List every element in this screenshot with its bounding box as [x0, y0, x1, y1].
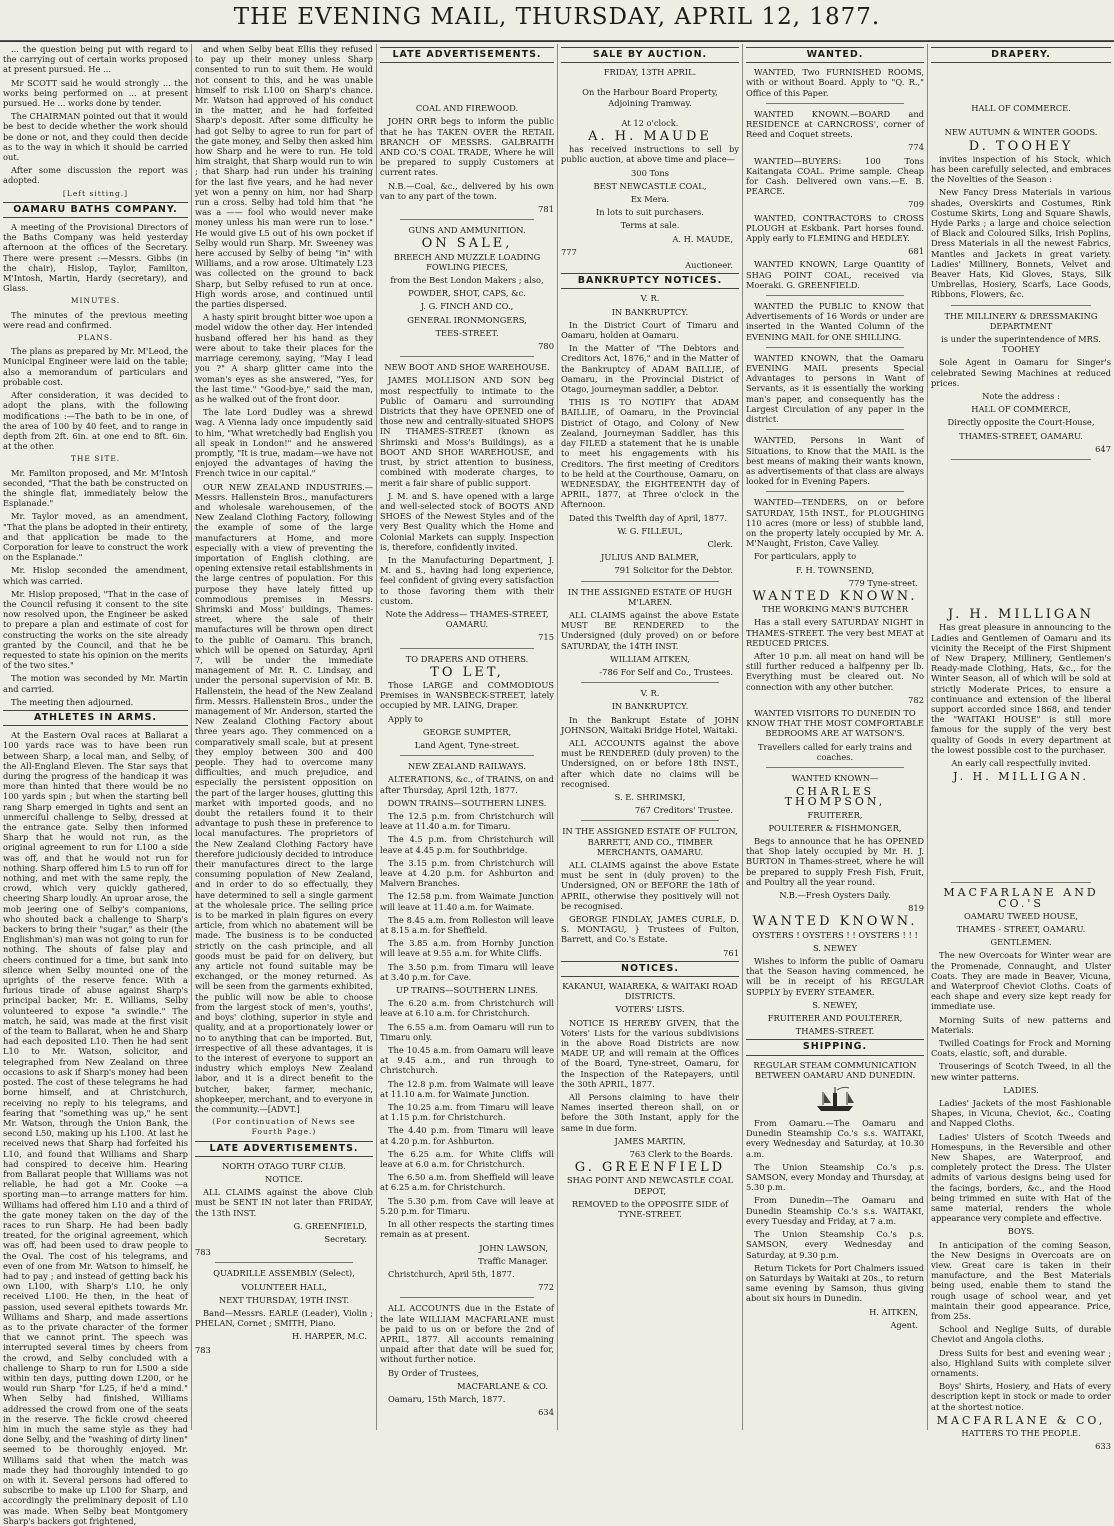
- paragraph: The 6.50 a.m. from Sheffield will leave at 6.25 a.m. for Christchurch.: [380, 1172, 554, 1193]
- paragraph: A hasty spirit brought bitter woe upon a model widow the other day. Her intended husband offered her his hand as they were about to take their places for the marriage ceremony, saying, "May I lead you ?" A sharp glitter came into the woman's eyes as she answered, "Yes, for the last time." "Good-bye," said the man, as he walked out of the front door.: [195, 312, 373, 404]
- ad-display-title: J. H. MILLIGAN.: [953, 770, 1089, 784]
- column-1: [0, 44, 192, 1526]
- signature: S. E. SHRIMSKI,: [614, 791, 686, 802]
- ad-line: OYSTERS ! OYSTERS ! ! OYSTERS ! ! !: [752, 929, 918, 940]
- ad-title: OAMARU TWEED HOUSE,: [963, 910, 1079, 921]
- column-4: [558, 44, 743, 1430]
- divider: [400, 648, 534, 649]
- ad-line: 300 Tons: [631, 167, 669, 178]
- signature: H. HARPER, M.C.: [292, 1331, 367, 1342]
- paragraph: After some discussion the report was adopted.: [3, 165, 188, 186]
- paragraph: NOTICE IS HEREBY GIVEN, that the Voters' Lists for the various subdivisions in the above Road Districts are now MADE UP, and will remain at the Offices of the Board, Tyne-street, Oamaru, for the Inspection of the Ratepayers, until the 30th APRIL, 1877.: [561, 1017, 739, 1089]
- signature: A. H. MAUDE,: [672, 233, 733, 244]
- paragraph: In the Bankrupt Estate of JOHN JOHNSON, Waitaki Bridge Hotel, Waitaki.: [561, 714, 739, 735]
- paragraph: Wishes to inform the public of Oamaru that the Season having commenced, he will be in receipt of his REGULAR SUPPLY by EVERY STEAMER.: [746, 956, 924, 997]
- divider: [400, 219, 534, 220]
- section-heading-baths: OAMARU BATHS COMPANY.: [3, 202, 188, 218]
- ad-number: 780: [538, 341, 554, 352]
- paragraph: Dated this Twelfth day of April, 1877.: [569, 512, 728, 523]
- ad-line: BEST NEWCASTLE COAL,: [593, 180, 707, 191]
- signature-role: -786 For Self and Co., Trustees.: [599, 666, 733, 677]
- signature: W. G. FILLEUL,: [617, 525, 683, 536]
- subheading-minutes: MINUTES.: [70, 296, 121, 306]
- ad-line: POULTERER & FISHMONGER,: [768, 822, 902, 833]
- paragraph: The 10.45 a.m. from Oamaru will leave at 9.45 a.m., and run through to Christchurch.: [380, 1045, 554, 1076]
- divider: [581, 820, 719, 821]
- divider: [581, 682, 719, 683]
- signature-role: Auctioneer.: [685, 260, 733, 271]
- masthead: THE EVENING MAIL, THURSDAY, APRIL 12, 1877.: [0, 0, 1114, 42]
- paragraph: The 3.85 a.m. from Hornby Junction will leave at 9.55 a.m. for White Cliffs.: [380, 938, 554, 959]
- ad-title: IN THE ASSIGNED ESTATE OF FULTON, BARRETT, AND CO., TIMBER MERCHANTS, OAMARU.: [562, 826, 738, 857]
- ad-notice: NOTICE.: [265, 1173, 303, 1184]
- paragraph: Trouserings of Scotch Tweed, in all the new winter patterns.: [931, 1061, 1111, 1082]
- wanted-ad: WANTED—BUYERS: 100 Tons Kaitangata COAL. Prime sample. Cheap for Cash. Delivered own vans.—E. B. PEARCE.: [746, 155, 924, 197]
- divider: [215, 1262, 353, 1263]
- ad-line: NEXT THURSDAY, 19TH INST.: [218, 1294, 350, 1305]
- ad-line: V. R.: [640, 688, 660, 699]
- ad-line: POWDER, SHOT, CAPS, &c.: [408, 288, 526, 299]
- ad-display-title: MACFARLANE AND CO.'S: [943, 886, 1099, 910]
- masthead-rule: [0, 40, 1114, 41]
- divider: [400, 755, 534, 756]
- paragraph: ALL CLAIMS against the above Club must be SENT IN not later than FRIDAY, the 13th INST.: [195, 1187, 373, 1218]
- paragraph: has received instructions to sell by public auction, at above time and place—: [561, 144, 739, 165]
- ad-display-title: CHARLES THOMPSON,: [784, 785, 886, 809]
- ad-subtitle: GENTLEMEN.: [990, 937, 1052, 948]
- ad-title: REGULAR STEAM COMMUNICATION BETWEEN OAMARU AND DUNEDIN.: [753, 1059, 917, 1080]
- paragraph: Return Tickets for Port Chalmers issued on Saturdays by Waitaki at 20s., to return same evening by Samson, thus giving about six hours in Dunedin.: [746, 1262, 924, 1304]
- ad-display-title: J. H. MILLIGAN: [947, 607, 1095, 623]
- paragraph: THIS IS TO NOTIFY that ADAM BAILLIE, of Oamaru, in the Provincial District of Otago, and Colony of New Zealand, Journeyman Saddler, has this day FILED a statement that he is unable to meet his engagements with his Creditors. The first meeting of Creditors to be held at the Courthouse, Oamaru, on WEDNESDAY, the EIGHTEENTH day of APRIL, 1877, at Three o'clock in the Afternoon.: [561, 397, 739, 510]
- paragraph: The 12.58 p.m. from Waimate Junction will leave at 11.40 a.m. for Waimate.: [380, 891, 554, 912]
- signature: JAMES MARTIN,: [614, 1135, 686, 1146]
- signature-role: Secretary.: [324, 1233, 367, 1244]
- signature: JULIUS AND BALMER,: [601, 552, 699, 563]
- paragraph: The 6.25 a.m. for White Cliffs will leave at 6.0 a.m. for Christchurch.: [380, 1148, 554, 1170]
- paragraph: N.B.—Coal, &c., delivered by his own van to any part of the town.: [380, 180, 554, 201]
- divider: [400, 356, 534, 357]
- wanted-ad: WANTED KNOWN.—BOARD and RESIDENCE at CARNCROSS', corner of Reed and Coquet streets.: [746, 108, 924, 140]
- paragraph: New Fancy Dress Materials in various shades, Overskirts and Costumes, Rink Costume Skirts, Long and Square Shawls, Hyde Parks ; a large and choice selection of Black and Coloured Silks, Irish Poplins, Dress Materials in all the newest Fabrics, Mantles and Jackets in great variety. Ladies' Millinery, Bonnets, Velvet and Beaver Hats, Kid Gloves, Stays, Silk Umbrellas, Hosiery, Scarfs, Lace Goods, Ribbons, Flowers, &c.: [931, 187, 1111, 300]
- ad-title: HALL OF COMMERCE.: [971, 103, 1071, 114]
- paragraph: Those LARGE and COMMODIOUS Premises in WANSBECK-STREET, lately occupied by MR. LAING, Draper.: [380, 679, 554, 711]
- paragraph: Ladies' Ulsters of Scotch Tweeds and Homespuns, in the Reversible and other New Shapes, are Waterproof, and completely protect the Dress. The Ulster admits of various designs being used for the facings, borders, &c., and the Hood being trimmed en suite with Hat of the same material, renders the whole appearance very complete and effective.: [931, 1131, 1111, 1224]
- paragraph: The 3.15 p.m. from Christchurch will leave at 4.20 p.m. for Ashburton and Malvern Branches.: [380, 857, 554, 889]
- paragraph: ALL ACCOUNTS due in the Estate of the late WILLIAM MACFARLANE must be paid to us on or before the 2nd of APRIL, 1877. All accounts remaining unpaid after that date will be sued for, without further notice.: [380, 1303, 554, 1365]
- ad-display-title: WANTED KNOWN.: [752, 588, 918, 604]
- paragraph: The 12.8 p.m. from Waimate will leave at 11.10 a.m. for Waimate Junction.: [380, 1078, 554, 1099]
- signature-role: 779 Tyne-street.: [848, 577, 918, 588]
- paragraph: Mr. Hislop proposed, "That in the case of the Council refusing it consent to the site now resolved upon, the Engineer be asked to prepare a plan and estimate of cost for constructing the works on the site already granted by the Council, and that he be requested to state his opinion on the merits of the two sites.": [3, 588, 188, 671]
- paragraph: ALL CLAIMS against the above Estate MUST BE RENDERED to the Undersigned (duly proved) on or before SATURDAY, the 14TH INST.: [561, 609, 739, 651]
- ad-line: At 12 o'clock.: [621, 117, 679, 128]
- paragraph: From Dunedin—The Oamaru and Dunedin Steamship Co.'s s.s. WAITAKI, every Tuesday and Friday, at 7 a.m.: [746, 1195, 924, 1226]
- signature-role: 791 Solicitor for the Debtor.: [614, 565, 733, 576]
- ad-number: 647: [1095, 443, 1111, 454]
- wanted-ad: WANTED, Persons in Want of Situations, to Know that the MAIL is the best means of making their wants known, as advertisements of that class are always looked for in Evening Papers.: [746, 435, 924, 487]
- paragraph: JOHN ORR begs to inform the public that he has TAKEN OVER the RETAIL BRANCH OF MESSRS. GALBRAITH AND CO.'S COAL TRADE, Where he will be prepared to supply Customers at current rates.: [380, 116, 554, 178]
- paragraph: Twilled Coatings for Frock and Morning Coats, elastic, soft, and durable.: [931, 1037, 1111, 1059]
- paragraph: Boys' Shirts, Hosiery, and Hats of every description kept in stock or made to order at the shortest notice.: [931, 1381, 1111, 1412]
- ad-line: VOLUNTEER HALL,: [241, 1281, 327, 1292]
- signature: H. AITKEN,: [869, 1306, 918, 1317]
- paragraph: J. M. and S. have opened with a large and well-selected stock of BOOTS AND SHOES of the Newest Styles and of the very Best Quality which the Home and Colonial Markets can supply. Inspection is, therefore, confidently invited.: [380, 490, 554, 552]
- paragraph: The meeting then adjourned.: [11, 696, 134, 707]
- ad-subtitle: BOYS.: [1007, 1226, 1035, 1237]
- ad-line: GENERAL IRONMONGERS,: [407, 314, 527, 325]
- paragraph: Begs to announce that he has OPENED that Shop lately occupied by Mr. H. J. BURTON in Thames-street, where he will be prepared to supply Fresh Fish, Fruit, and Poultry all the year round.: [746, 836, 924, 887]
- paragraph: Dress Suits for best and evening wear ; also, Highland Suits with complete silver ornaments.: [931, 1347, 1111, 1379]
- paragraph: At the Eastern Oval races at Ballarat a 100 yards race was to have been run between Sharp, a local man, and Selby, of the All-England Eleven. The Star says that during the progress of the handicap it was more than hinted that there would be no 100 yards spin ; but when the starting bell rang Sharp emerged in tights and sent an unmerciful challenge to Selby, dressed at the entrance gate. Selby then informed Sharp that he would not run, as the original agreement to run for L100 a side was off, and that he would not run for nothing. Sharp offered him L5 to run off for nothing, and met with the same reply, the crowd, which very quickly gathered, cheering Sharp loudly. An uproar arose, the mob jeering one of Selby's companions, who shouted back a challenge to Sharp's backers to bring their "sugar," as their (the Englishman's) man was not going to run for nothing. The shouts of false play and cheers continued for a time, but sank into silence when Selby mounted one of the uprights of the reserve fence. With a furious tirade of abuse against Sharp's principal backer, Mr. E. Williams, Selby volunteered to expose "a swindle." The match, he said, was made at the first visit of the team to Ballarat, when he and Sharp had each deposited L10. Then he had sent L10 to Mr. Watson, solicitor, and telegraphed from New Zealand on three occasions to ask if Sharp's money had been posted. The cost of these telegrams he had borne himself, and at Christchurch, receiving no reply to his telegrams, and fearing that "something was up," he sent Mr. Watson, through the Union Bank, the second L50, making up his L100. At last he received news that Sharp had forfeited his L10, and found that Williams and Sharp had conspired to deceive him. Hearing from Ballarat people that Williams was not reliable, he had got a Mr. Cooke —a sporting man—to arrange matters for him. Williams had offered him L10 and a third of the gate money taken on the day of the races to run Sharp. He had been badly treated, for the original agreement, which was off, had been used to draw people to the Oval. The cost of his telegrams, and even of one from Mr. Watson to himself, he had to pay ; and instead of getting back his own L100, with Sharp's L10, he only received L100. He then, in the heat of passion, used several epithets towards Mr. Williams and Sharp, and made assertions as to the private character of the former that we cannot print. The speech was interrupted several times by cheers from the crowd, and Selby concluded with a challenge to Sharp to run for L500 a side within ten days, putting down L200, or he would run Sharp "for L25, if he'd a mind." When Selby had finished, Williams addressed the crowd from one of the seats in the reserve. The fickle crowd cheered him in much the same style as they had done Selby, and the "washing of dirty linen" seemed to be thoroughly enjoyed. Mr. Williams said that when the match was made they had thoroughly intended to go on with it. Several persons had offered to subscribe to make up L100 for Sharp, and accordingly the preliminary deposit of L10 was made. When Selby beat Montgomery Sharp's backers got frightened,: [3, 730, 188, 1526]
- divider: [951, 305, 1091, 306]
- wanted-ad: WANTED VISITORS TO DUNEDIN TO KNOW THAT THE MOST COMFORTABLE BEDROOMS ARE AT WATSON'S.: [746, 707, 924, 739]
- paragraph: invites inspection of his Stock, which has been carefully selected, and embraces the Novelties of the Season :: [931, 153, 1111, 185]
- paragraph: The 12.5 p.m. from Christchurch will leave at 11.40 a.m. for Timaru.: [380, 810, 554, 832]
- paragraph: The 4.40 p.m. from Timaru will leave at 4.20 p.m. for Ashburton.: [380, 1125, 554, 1146]
- paragraph: The motion was seconded by Mr. Martin and carried.: [3, 673, 188, 694]
- ad-line: Terms at sale.: [620, 220, 680, 231]
- paragraph: The new Overcoats for Winter wear are the Promenade, Connaught, and Ulster Coats. They are made in Beaver, Vicuna, and Waterproof Cheviot Cloths. Coats of each shape and every size kept ready for immediate use.: [931, 950, 1111, 1012]
- divider: [766, 347, 904, 348]
- ad-line: Note the Address— THAMES-STREET, OAMARU.: [385, 608, 549, 630]
- ad-title: GUNS AND AMMUNITION.: [408, 225, 526, 236]
- paragraph: Mr SCOTT said he would strongly ... the works being performed on ... at present pursued. He ... works done by tender.: [3, 77, 188, 109]
- paragraph: In the Manufacturing Department, J. M. and S., having had long experience, feel confident of giving every satisfaction to those favoring them with their custom.: [380, 554, 554, 606]
- paragraph: After consideration, it was decided to adopt the plans, with the following modifications :—The bath to be in one, of the area of 100 by 40 feet, and to range in depth from 2ft. 6in. at one end to 8ft. 6in. at the other.: [3, 390, 188, 452]
- ad-subtitle: DOWN TRAINS—SOUTHERN LINES.: [387, 797, 547, 808]
- ad-number: 819: [908, 903, 924, 914]
- ad-line: from the Best London Makers ; also,: [390, 275, 544, 286]
- paragraph: Travellers called for early trains and coaches.: [757, 741, 913, 762]
- section-heading-shipping: SHIPPING.: [746, 1039, 924, 1055]
- ad-title: HALL OF COMMERCE,: [971, 404, 1071, 415]
- ad-line: IN BANKRUPTCY.: [611, 701, 689, 712]
- paragraph: N.B.—Fresh Oysters Daily.: [779, 890, 891, 901]
- signature-role: Land Agent, Tyne-street.: [414, 739, 520, 750]
- ad-number: 783: [195, 1247, 211, 1258]
- paragraph: In all other respects the starting times remain as at present.: [380, 1219, 554, 1240]
- signature-role: FRUITERER AND POULTERER,: [767, 1013, 903, 1024]
- paragraph: An early call respectfully invited.: [951, 757, 1091, 768]
- signature-role: 763 Clerk to the Boards.: [629, 1149, 733, 1160]
- ad-number: 774: [908, 142, 924, 153]
- signature: WILLIAM AITKEN,: [610, 653, 690, 664]
- divider: [766, 103, 904, 104]
- ad-line: FRIDAY, 13TH APRIL.: [603, 67, 697, 78]
- paragraph: In the District Court of Timaru and Oamaru, holden at Oamaru.: [561, 319, 739, 341]
- ad-title: NORTH OTAGO TURF CLUB.: [222, 1160, 346, 1171]
- paragraph: ALTERATIONS, &c., of TRAINS, on and after Thursday, April 12th, 1877.: [380, 774, 554, 795]
- signature-role: 767 Creditors' Trustee.: [634, 805, 733, 816]
- paragraph: After 10 p.m. all meat on hand will be still further reduced a halfpenny per lb. Everything must be cleared out. No connection with any other butcher.: [746, 650, 924, 692]
- ad-line: Directly opposite the Court-House,: [947, 417, 1095, 428]
- ad-display-title: D. TOOHEY: [968, 138, 1074, 154]
- ad-display-title: MACFARLANE & CO,: [936, 1413, 1106, 1427]
- paragraph: The 10.25 a.m. from Timaru will leave at 1.15 p.m. for Christchurch.: [380, 1102, 554, 1123]
- ad-number: 761: [723, 947, 739, 958]
- paragraph: The 6.55 a.m. from Oamaru will run to Timaru only.: [380, 1021, 554, 1042]
- ad-line: FRUITERER,: [807, 809, 863, 820]
- ad-firm: J. G. FINCH AND CO.,: [420, 301, 514, 312]
- signature: MACFARLANE & CO.: [457, 1380, 548, 1391]
- section-heading-bankruptcy: BANKRUPTCY NOTICES.: [561, 273, 739, 289]
- section-heading-athletes: ATHLETES IN ARMS.: [3, 710, 188, 726]
- paragraph: From Oamaru.—The Oamaru and Dunedin Steamship Co.'s s.s. WAITAKI, every Wednesday and Saturday, at 10.30 a.m.: [746, 1118, 924, 1159]
- section-heading-notices: NOTICES.: [561, 961, 739, 977]
- continuation-note: (For continuation of News see Fourth Page.): [212, 1117, 356, 1137]
- signature-role: Agent.: [890, 1319, 918, 1330]
- ad-line: SHAG POINT AND NEWCASTLE COAL DEPOT,: [566, 1175, 734, 1196]
- paragraph: Sole Agent in Oamaru for Singer's celebrated Sewing Machines at reduced prices.: [931, 357, 1111, 388]
- ad-line: THAMES-STREET.: [795, 1026, 875, 1037]
- column-3: [377, 44, 558, 1430]
- paragraph: The 6.20 a.m. from Christchurch will leave at 6.10 a.m. for Christchurch.: [380, 998, 554, 1019]
- paragraph: The plans as prepared by Mr. M'Leod, the Municipal Engineer were laid on the table; also a memorandum of particulars and probable cost.: [3, 346, 188, 387]
- paragraph: Mr. Hislop seconded the amendment, which was carried.: [3, 565, 188, 586]
- divider: [766, 429, 904, 430]
- divider: [951, 882, 1091, 883]
- section-heading-wanted: WANTED.: [746, 47, 924, 63]
- ad-display-title: G. GREENFIELD: [574, 1160, 726, 1176]
- divider: [581, 581, 719, 582]
- signature: S. NEWEY,: [812, 999, 858, 1010]
- ad-subtitle: UP TRAINS—SOUTHERN LINES.: [395, 985, 539, 996]
- ad-line: V. R.: [640, 293, 660, 304]
- wanted-ad: WANTED KNOWN, that the Oamaru EVENING MAIL presents Special Advantages to persons in Want of Servants, as it is essentially the working man's paper, and consequently has the Largest Circulation of any paper in the district.: [746, 352, 924, 425]
- paragraph: By Order of Trustees,: [388, 1367, 479, 1378]
- paragraph: Apply to: [388, 713, 423, 724]
- left-sitting: [Left sitting.]: [62, 188, 129, 198]
- ad-number: 681: [908, 246, 924, 257]
- ad-title: WANTED KNOWN—: [791, 772, 879, 783]
- ad-date: Christchurch, April 5th, 1877.: [388, 1268, 515, 1279]
- paragraph: Mr. Taylor moved, as an amendment, "That the plans be adopted in their entirety, and that application be made to the Corporation for leave to construct the work on the Esplanade.": [3, 511, 188, 563]
- ad-subtitle: LADIES.: [1003, 1084, 1039, 1095]
- ad-number: 782: [908, 694, 924, 705]
- paragraph: and when Selby beat Ellis they refused to pay up their money unless Sharp consented to run to suit them. He would not consent to this, and he was unable himself to risk L100 on Sharp's chance. Mr. Watson had approved of his conduct in the matter, and he had forfeited Sharp's deposit. After some difficulty he had got Selby to agree to run for part of the gate money, and Selby then asked him how Sharp and he were to run. He told him straight, that Sharp would run to win ; that Sharp had run under his training for the last five years, and he had never yet won a penny on him, nor had Sharp run a cross. Selby had told him that "he was a —— fool who would never make money unless his man were run to lose." He would give L5 out of his own pocket if Selby would run Sharp. Mr. Sweeney was here accused by Selby of being "in" with Williams, and a row arose. Ultimately L23 was collected on the ground to back Sharp, but Selby refused to run at once. High words arose, and continued until the parties dispersed.: [195, 44, 373, 310]
- wanted-ad: WANTED, Two FURNISHED ROOMS, with or without Board. Apply to "Q. R.," Office of this Paper.: [746, 67, 924, 98]
- ad-title: NEW BOOT AND SHOE WAREHOUSE.: [384, 362, 550, 373]
- paragraph: The minutes of the previous meeting were read and confirmed.: [3, 309, 188, 330]
- ad-number: 783: [195, 1344, 211, 1355]
- signature: G. GREENFIELD,: [293, 1220, 367, 1231]
- ad-number: 715: [538, 632, 554, 643]
- ad-number: 634: [538, 1407, 554, 1418]
- column-6: [928, 44, 1114, 1452]
- ad-line: THAMES - STREET, OAMARU.: [956, 923, 1086, 934]
- section-heading-drapery: DRAPERY.: [931, 47, 1111, 63]
- ad-line: IN BANKRUPTCY.: [611, 306, 689, 317]
- ad-line: THAMES-STREET, OAMARU.: [959, 430, 1083, 441]
- wanted-ad: WANTED, CONTRACTORS to CROSS PLOUGH at Eskbank. Part horses found. Apply early to FLEMING and HEDLEY.: [746, 212, 924, 244]
- paragraph: In the Matter of "The Debtors and Creditors Act, 1876," and in the Matter of the Bankruptcy of ADAM BAILLIE, of Oamaru, in the Provincial District of Otago, journeyman saddler, a Debtor.: [561, 343, 739, 395]
- ad-number: 777: [561, 246, 577, 257]
- paragraph: OUR NEW ZEALAND INDUSTRIES.—Messrs. Hallenstein Bros., manufacturers and wholesale warehousemen, of the New Zealand Clothing Factory, following the example of some of the large manufacturers at Home, and more especially with a view of preventing the importation of English clothing, are opening extensive retail establishments in the large centres of population. For this purpose they have lately fitted up commodious premises in Messrs. Shrimski and Moss' buildings, Thames-street, where the sale of their manufactures will be thrown open direct to the public of Oamaru. This branch, which will be opened on Saturday, April 7, will be under the immediate management of Mr. R. C. Lindsay, and under the personal supervision of Mr. B. Hallenstein, the head of the New Zealand firm. Messrs. Hallenstein Bros., under the management of Mr. Anderson, started the New Zealand Clothing Factory about three years ago. They commenced on a comparatively small scale, but at present they employ between 300 and 400 people. They had to overcome many difficulties, and much prejudice, and especially the persistent opposition on the part of the larger houses, glutting this market with imported goods, and no doubt the retailers found it to their advantage to push these in preference to local manufactures. The proprietors of the New Zealand Clothing Factory have therefore judiciously decided to introduce their manufactures direct to the large consuming population of New Zealand, and in order to do so effectually, they have determined to sell a single garment at the wholesale price. The selling price is to be marked in plain figures on every article, from which no abatement will be made. The business is to be conducted strictly on the cash principle, and all goods must be paid for on delivery, but any article not found suitable may be exchanged, or the money returned. As will be seen from the garments exhibited, the public will now be able to choose from the largest stock of men's, youths', and boys' clothing, superior in style and quality, and at a proportionately lower or no to anything that can be imported. But, irrespective of all these advantages, it is to the interest of everyone to support an industry which employs New Zealand labor, and it is a direct benefit to the butcher, baker, farmer, mechanic, shopkeeper, merchant, and to everyone in the community.—[ADVT.]: [195, 481, 373, 1114]
- steamship-icon: [813, 1084, 857, 1114]
- signature: GEORGE SUMPTER,: [422, 726, 512, 737]
- ad-title: TO DRAPERS AND OTHERS.: [405, 653, 529, 664]
- ad-firm: S. NEWEY: [812, 942, 858, 953]
- paragraph: A meeting of the Provisional Directors of the Baths Company was held yesterday afternoon at the offices of the Secretary. There were present :—Messrs. Gibbs (in the chair), Hislop, Taylor, Familton, M'Intosh, Martin, Hardy (secretary), and Glass.: [3, 222, 188, 294]
- signature-role: Traffic Manager.: [478, 1255, 548, 1266]
- signature-role: Clerk.: [707, 538, 733, 549]
- ad-display-title: WANTED KNOWN.: [752, 914, 918, 930]
- wanted-ad: WANTED KNOWN, Large Quantity of SHAG POINT COAL, received via Moeraki. G. GREENFIELD.: [746, 259, 924, 290]
- paragraph: School and Neglige Suits, of durable Cheviot and Angola cloths.: [931, 1324, 1111, 1345]
- ad-title: COAL AND FIREWOOD.: [415, 103, 519, 114]
- section-heading-late-ads: LATE ADVERTISEMENTS.: [380, 47, 554, 63]
- paragraph: In anticipation of the coming Season, the New Designs in Overcoats are on view. Great care is taken in their manufacture, and the Best Materials being used, enable them to stand the rough usage of school wear, and yet maintain their good appearance. Price, from 25s.: [931, 1239, 1111, 1322]
- ad-subtitle: VOTERS' LISTS.: [615, 1004, 685, 1015]
- divider: [951, 459, 1091, 460]
- signature: JOHN LAWSON,: [479, 1242, 548, 1253]
- section-heading-late-ads: LATE ADVERTISEMENTS.: [195, 1141, 373, 1157]
- wanted-ad: WANTED—TENDERS, on or before SATURDAY, 15th INST., for PLOUGHING 110 acres (more or less) of stubble land, on the property lately occupied by Mr. A. M'Naught, Friston, Cave Valley.: [746, 497, 924, 549]
- divider: [766, 295, 904, 296]
- paragraph: The 8.45 a.m. from Rolleston will leave at 8.15 a.m. for Sheffield.: [380, 914, 554, 936]
- paragraph: The Union Steamship Co.'s p.s. SAMSON, every Monday and Thursday, at 5.30 p.m.: [746, 1161, 924, 1193]
- paragraph: ALL ACCOUNTS against the above must be RENDERED (duly proven) to the Undersigned, on or before 18th INST., after which date no claims will be recognised.: [561, 737, 739, 789]
- paragraph: The Union Steamship Co.'s p.s. SAMSON, every Wednesday and Saturday, at 9.30 p.m.: [746, 1229, 924, 1260]
- ad-title: KAKANUI, WAIAREKA, & WAITAKI ROAD DISTRICTS.: [562, 981, 738, 1002]
- ad-line: BREECH AND MUZZLE LOADING FOWLING PIECES,: [393, 251, 541, 272]
- column-2: [192, 44, 377, 1430]
- paragraph: All Persons claiming to have their Names inserted thereon shall, on or before the 30th Instant, apply for the same in due form.: [561, 1092, 739, 1133]
- ad-line: On the Harbour Board Property, Adjoining Tramway.: [582, 87, 718, 108]
- ad-title: QUADRILLE ASSEMBLY (Select),: [213, 1268, 355, 1279]
- paragraph: ... the question being put with regard to the carrying out of certain works proposed at present pursued. He ...: [3, 44, 188, 75]
- ad-title: IN THE ASSIGNED ESTATE OF HUGH M'LAREN.: [567, 586, 733, 607]
- paragraph: Mr. Familton proposed, and Mr. M'Intosh seconded, "That the bath be constructed on the shingle flat, immediately below the Esplanade.": [3, 467, 188, 509]
- ad-display-title: TO LET,: [430, 664, 504, 680]
- ad-line: REMOVED to the OPPOSITE SIDE of TYNE-STREET.: [571, 1198, 729, 1220]
- subheading-site: THE SITE.: [70, 454, 121, 464]
- paragraph: Band—Messrs. EARLE (Leader), Violin ; PHELAN, Cornet ; SMITH, Piano.: [195, 1307, 373, 1329]
- divider: [766, 767, 904, 768]
- ad-title: NEW ZEALAND RAILWAYS.: [408, 761, 526, 772]
- ad-number: 772: [538, 1282, 554, 1293]
- ad-number: 709: [908, 199, 924, 210]
- subheading-plans: PLANS.: [77, 333, 114, 343]
- paragraph: ALL CLAIMS against the above Estate must be sent in (duly proven) to the Undersigned, ON or BEFORE the 18th of APRIL, otherwise they positively will not be recognised.: [561, 860, 739, 911]
- divider: [400, 1297, 534, 1298]
- ad-number: 633: [1095, 1441, 1111, 1452]
- ad-title: THE WORKING MAN'S BUTCHER: [762, 604, 908, 615]
- ad-title: THE MILLINERY & DRESSMAKING DEPARTMENT: [944, 310, 1098, 331]
- column-5: [743, 44, 928, 1430]
- ad-line: Ex Mera.: [630, 194, 670, 205]
- ad-date: Oamaru, 15th March, 1877.: [388, 1393, 506, 1404]
- paragraph: The late Lord Dudley was a shrewd wag. A Vienna lady once impudently said to him, "What wretchedly bad English you all speak in London!" and he answered promptly, "It is true, madam—we have not enjoyed the advantages of having the French twice in our capital.": [195, 407, 373, 479]
- ad-line: In lots to suit purchasers.: [596, 207, 704, 218]
- paragraph: Has a stall every SATURDAY NIGHT in THAMES-STREET. The very best MEAT at REDUCED PRICES.: [746, 617, 924, 648]
- paragraph: The 4.5 p.m. from Christchurch will leave at 4.45 p.m. for Southbridge.: [380, 834, 554, 855]
- paragraph: Ladies' Jackets of the most Fashionable Shapes, in Vicuna, Cheviot, &c., Coating and Napped Cloths.: [931, 1098, 1111, 1129]
- ad-display-title: ON SALE,: [421, 236, 513, 252]
- paragraph: Has great pleasure in announcing to the Ladies and Gentlemen of Oamaru and its vicinity the Receipt of the First Shipment of New Drapery, Millinery, Gentlemen's Ready-made Clothing, Hats, &c., for the Winter Season, all of which will be sold at strictly Moderate Prices, to ensure a continuance and extension of the liberal support accorded since 1868, and tender the "WAITAKI HOUSE" is still more famous for the supply of the very best quality of Goods in every department at the lowest possible cost to the purchaser.: [931, 622, 1111, 755]
- paragraph: The 5.30 p.m. from Cave will leave at 5.20 p.m. for Timaru.: [380, 1195, 554, 1216]
- ad-line: TEES-STREET.: [435, 327, 499, 338]
- paragraph: The 3.50 p.m. from Timaru will leave at 3.40 p.m. for Cave.: [380, 961, 554, 982]
- paragraph: JAMES MOLLISON AND SON beg most respectfully to intimate to the Public of Oamaru and surrounding Districts that they have OPENED one of those new and centrally-situated SHOPS IN THAMES-STREET (known as Shrimski and Moss's Buildings), as a BOOT AND SHOE WAREHOUSE, and trust, by strict attention to business, combined with moderate charges, to merit a fair share of public support.: [380, 375, 554, 488]
- paragraph: is under the superintendence of MRS. TOOHEY: [941, 334, 1101, 355]
- signature: F. H. TOWNSEND,: [795, 564, 875, 575]
- paragraph: For particulars, apply to: [754, 551, 857, 562]
- ad-display-title: A. H. MAUDE: [588, 129, 712, 145]
- paragraph: GEORGE FINDLAY, JAMES CURLE, D. S. MONTAGU, } Trustees of Fulton, Barrett, and Co.'s Estate.: [561, 914, 739, 945]
- ad-line: HATTERS TO THE PEOPLE.: [961, 1428, 1081, 1439]
- paragraph: Morning Suits of new patterns and Materials.: [931, 1014, 1111, 1035]
- paragraph: The CHAIRMAN pointed out that it would be best to decide whether the work should be done or not, and they could then decide as to the way in which it should be carried out.: [3, 111, 188, 163]
- ad-title: NEW AUTUMN & WINTER GOODS.: [944, 127, 1098, 138]
- section-heading-auction: SALE BY AUCTION.: [561, 47, 739, 63]
- ad-line: Note the address :: [982, 391, 1060, 402]
- wanted-ad: WANTED the PUBLIC to KNOW that Advertisements of 16 Words or under are inserted in the Wanted Column of the EVENING MAIL for ONE SHILLING.: [746, 301, 924, 342]
- divider: [766, 491, 904, 492]
- ad-number: 781: [538, 204, 554, 215]
